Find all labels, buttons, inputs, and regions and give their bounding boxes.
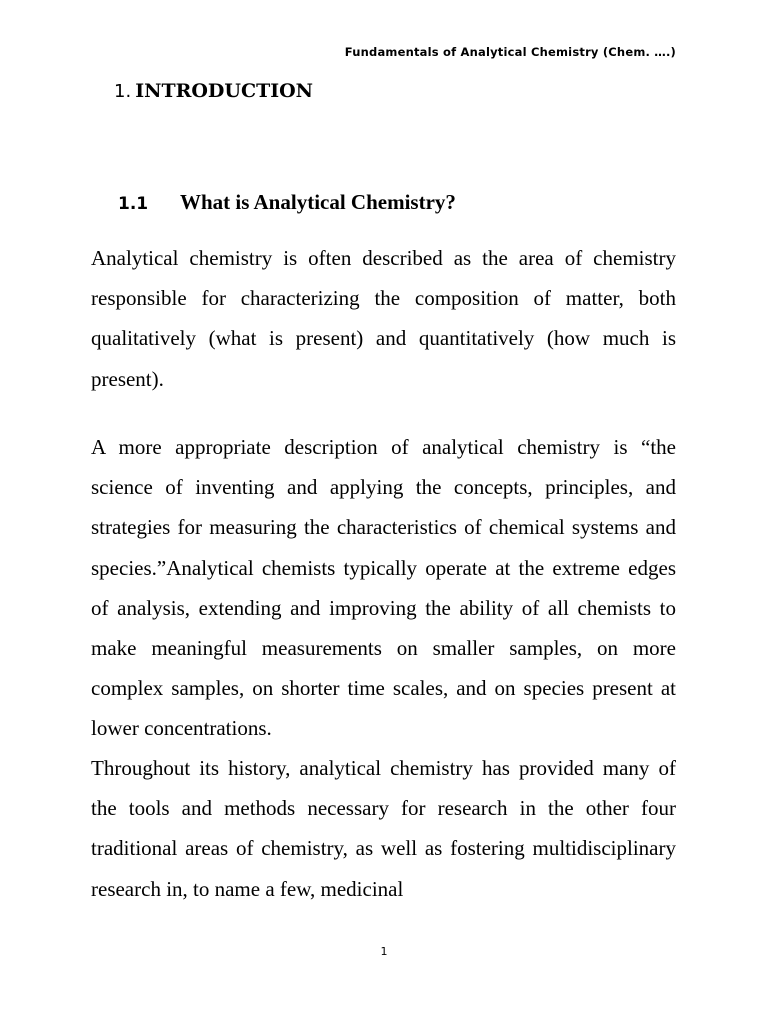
page-number: 1 bbox=[380, 945, 388, 958]
body-paragraph: A more appropriate description of analytical chemistry is “the science of inventing and applying the concepts, principles, and strategies for measuring the characteristics of chemical systems and species.”Analytical chemists typically operate at the extreme edges of analysis, extending and improving the ability of all chemists to make meaningful measurements on smaller samples, on more complex samples, on shorter time scales, and on species present at lower concentrations. bbox=[91, 435, 676, 741]
running-header: Fundamentals of Analytical Chemistry (Chem. ….) bbox=[344, 45, 676, 59]
section-heading bbox=[118, 190, 456, 215]
chapter-heading bbox=[114, 80, 313, 102]
body-paragraph: Throughout its history, analytical chemistry has provided many of the tools and methods necessary for research in the other four traditional areas of chemistry, as well as fostering multidisciplinary research in, to name a few, medicinal bbox=[91, 756, 676, 901]
section-title: What is Analytical Chemistry? bbox=[180, 190, 456, 214]
chapter-number: 1. bbox=[114, 81, 132, 102]
chapter-title: INTRODUCTION bbox=[135, 80, 314, 102]
section-number: 1.1 bbox=[118, 194, 149, 214]
body-paragraph: Analytical chemistry is often described as the area of chemistry responsible for characterizing the composition of matter, both qualitatively (what is present) and quantitatively (how much is present). bbox=[91, 246, 676, 391]
